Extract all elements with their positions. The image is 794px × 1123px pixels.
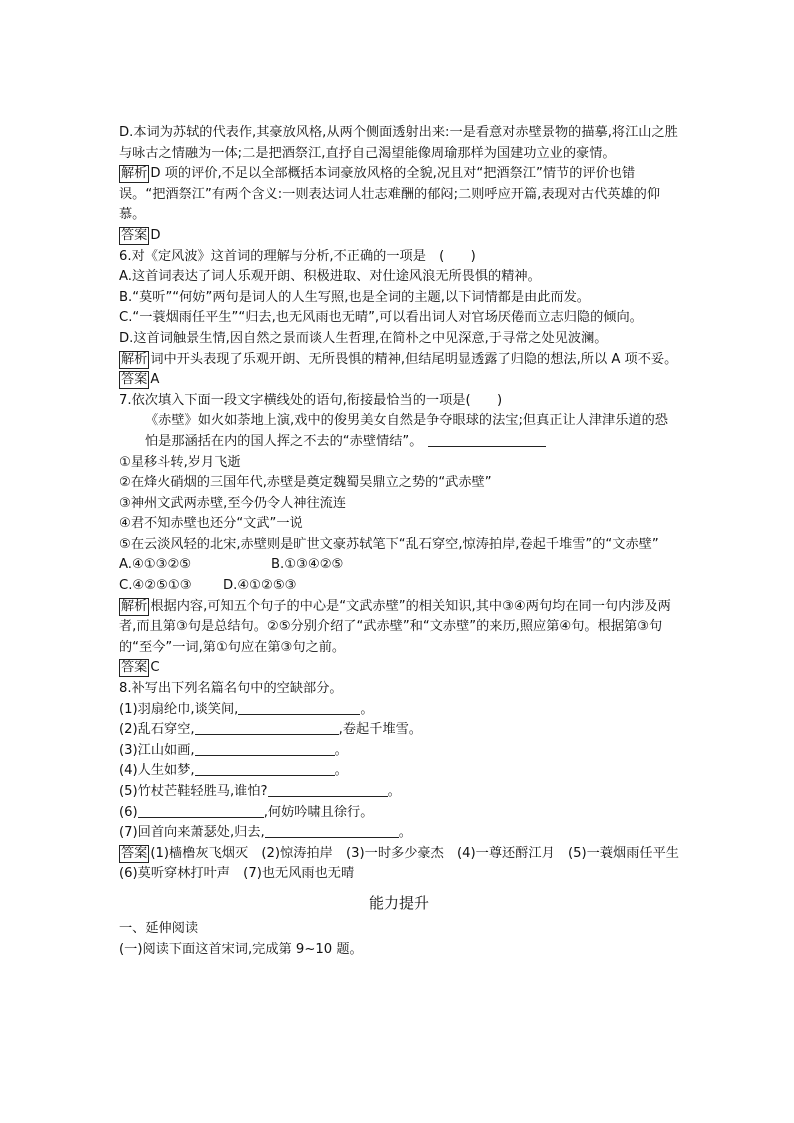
q8-item-4-end: 。 (334, 763, 348, 779)
analysis-label: 解析 (121, 351, 148, 367)
q6-analysis (119, 350, 679, 371)
q8-blank-5 (268, 782, 388, 797)
q8-answer-text: (1)樯橹灰飞烟灭 (2)惊涛拍岸 (3)一时多少豪杰 (4)一尊还酹江月 (5)一蓑烟雨任平生 (6)莫听穿林打叶声 (7)也无风雨也无晴 (119, 845, 693, 882)
q8-blank-7 (265, 823, 399, 838)
section-title: 能力提升 (368, 893, 429, 912)
q8-item-4 (119, 761, 679, 782)
q6-option-c: C.“一蓑烟雨任平生”“归去,也无风雨也无晴”,可以看出词人对官场厌倦而立志归隐的倾向。 (119, 310, 643, 326)
q5-analysis (119, 164, 679, 226)
q8-blank-6 (138, 803, 264, 818)
q8-blank-2 (195, 720, 339, 735)
q7-passage (119, 411, 679, 452)
q8-item-7-text: (7)回首向来萧瑟处,归去, (119, 825, 265, 841)
q8-item-1 (119, 700, 679, 721)
q7-sentence-3: ③神州文武两赤壁,至今仍令人神往流连 (119, 495, 347, 511)
q5-answer-text: D (150, 227, 161, 243)
q7-passage-text: 《赤壁》如火如荼地上演,戏中的俊男美女自然是争夺眼球的法宝;但真正让人津津乐道的恐怕是那涵括在内的国人挥之不去的“赤壁情结”。 (145, 413, 668, 449)
answer-label: 答案 (121, 845, 148, 861)
q8-item-1-end: 。 (360, 701, 374, 717)
q8-item-7-end: 。 (398, 825, 412, 841)
q7-answer-text: C (150, 660, 160, 676)
analysis-label: 解析 (121, 166, 148, 182)
q8-item-2-end: ,卷起千堆雪。 (338, 722, 422, 738)
q8-item-5-text: (5)竹杖芒鞋轻胜马,谁怕? (119, 784, 268, 799)
q8-item-5-end: 。 (387, 784, 401, 799)
q6-answer-text: A (150, 372, 160, 388)
q5-analysis-text: D 项的评价,不足以全部概括本词豪放风格的全貌,况且对“把酒祭江”情节的评价也错误。“把酒祭江”有两个含义:一则表达词人壮志难酬的郁闷;二则呼应开篇,表现对古代英雄的仰慕。 (119, 166, 661, 223)
answer-label: 答案 (121, 227, 148, 243)
q8-blank-3 (195, 741, 335, 756)
section-part-1: 一、延伸阅读 (119, 920, 199, 936)
answer-label: 答案 (121, 372, 148, 388)
q7-option-a: A.④①③②⑤ (119, 557, 192, 573)
q7-sentence-4: ④君不知赤壁也还分“文武”一说 (119, 516, 303, 532)
q7-answer (119, 658, 679, 679)
q7-analysis (119, 597, 679, 659)
q7-stem: 7.依次填入下面一段文字横线处的语句,衔接最恰当的一项是( ) (119, 392, 503, 408)
q7-sentence-2: ②在烽火硝烟的三国年代,赤壁是奠定魏蜀吴鼎立之势的“武赤壁” (119, 475, 492, 491)
q8-item-3-end: 。 (334, 742, 348, 758)
q8-item-3 (119, 741, 679, 762)
q5-answer (119, 226, 679, 247)
q8-stem: 8.补写出下列名篇名句中的空缺部分。 (119, 681, 343, 697)
document-body (119, 123, 693, 960)
q8-item-1-text: (1)羽扇纶巾,谈笑间, (119, 701, 239, 717)
q7-blank (428, 432, 546, 447)
q7-option-b: B.①③④②⑤ (271, 557, 344, 573)
q8-blank-4 (195, 761, 335, 776)
q8-item-7 (119, 823, 679, 844)
q5-option-d: D.本词为苏轼的代表作,其豪放风格,从两个侧面透射出来:一是看意对赤壁景物的描摹,将江山之胜与咏古之情融为一体;二是把酒祭江,直抒自己渴望能像周瑜那样为国建功立业的豪情。 (119, 125, 678, 161)
q6-stem: 6.对《定风波》这首词的理解与分析,不正确的一项是 ( ) (119, 248, 476, 264)
q7-sentence-5: ⑤在云淡风轻的北宋,赤壁则是旷世文豪苏轼笔下“乱石穿空,惊涛拍岸,卷起千堆雪”的“文赤壁” (119, 536, 659, 552)
q8-item-2-text: (2)乱石穿空, (119, 722, 195, 738)
q7-options-row-2 (119, 576, 679, 597)
q8-item-3-text: (3)江山如画, (119, 742, 195, 758)
q8-answer (119, 844, 693, 885)
q7-sentence-1: ①星移斗转,岁月飞逝 (119, 454, 241, 470)
q6-option-b: B.“莫听”“何妨”两句是词人的人生写照,也是全词的主题,以下词情都是由此而发。 (119, 289, 590, 305)
q8-item-2 (119, 720, 679, 741)
answer-label: 答案 (121, 660, 148, 676)
q7-analysis-text: 根据内容,可知五个句子的中心是“文武赤壁”的相关知识,其中③④两句均在同一句内涉及两者,而且第③句是总结句。②⑤分别介绍了“武赤壁”和“文赤壁”的来历,照应第④句。根据第③句的“至今”一词,第①句应在第③句之前。 (119, 598, 671, 655)
analysis-label: 解析 (121, 598, 148, 614)
q8-blank-1 (238, 700, 360, 715)
q6-analysis-text: 词中开头表现了乐观开朗、无所畏惧的精神,但结尾明显透露了归隐的想法,所以 A 项不妥。 (150, 351, 678, 367)
q6-answer (119, 370, 679, 391)
q6-option-d: D.这首词触景生情,因自然之景而谈人生哲理,在简朴之中见深意,于寻常之处见波澜。 (119, 330, 608, 346)
q8-item-4-text: (4)人生如梦, (119, 763, 195, 779)
q7-option-d: D.④①②⑤③ (223, 578, 297, 594)
q6-option-a: A.这首词表达了词人乐观开朗、积极进取、对仕途风浪无所畏惧的精神。 (119, 269, 541, 285)
q7-option-c: C.④②⑤①③ (119, 578, 192, 594)
q7-options-row-1 (119, 555, 679, 576)
q8-item-6-end: ,何妨吟啸且徐行。 (263, 804, 374, 820)
q8-item-5 (119, 782, 679, 803)
section-sub-1: (一)阅读下面这首宋词,完成第 9~10 题。 (119, 941, 363, 957)
q8-item-6 (119, 803, 679, 824)
q8-item-6-text: (6) (119, 804, 138, 820)
